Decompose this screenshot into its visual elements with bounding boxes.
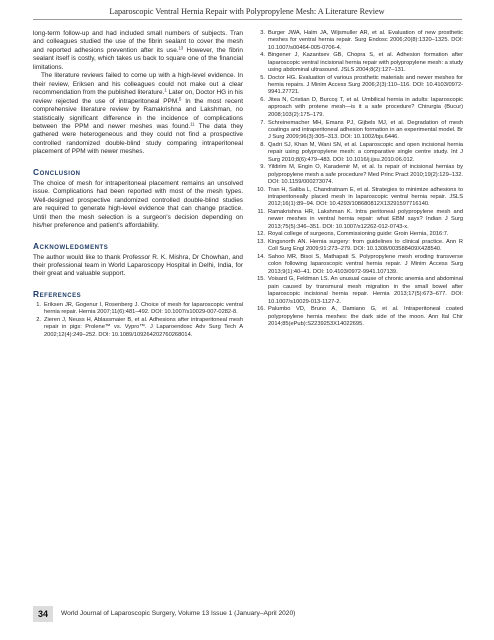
right-column (257, 30, 463, 329)
reference-number: 2. (36, 316, 41, 323)
body-paragraph: long-term follow-up and had included small numbers of subjects. Tran and colleagues studied the use of the fibrin sealant to cover the mesh and reported adhesions prevention after its use.$^{13}$ However, the fibrin sealant itself is costly, which takes us back to square one of the financial limitations. (33, 30, 243, 71)
reference-text: Kingsnorth AN. Hernia surgery: from guidelines to clinical practice. Ann R Coll Surg Engl 2009;91:273–279. DOI: 10.1308/003588409X428540. (268, 239, 463, 253)
reference-item (257, 187, 463, 209)
reference-item (33, 317, 243, 339)
reference-list-left (33, 302, 243, 339)
reference-text: Sahoo MR, Bisoi S, Mathapati S. Polypropylene mesh eroding transverse colon following laparoscopic ventral hernia repair. J Minim Access Surg 2013;9(1):40–41. DOI: 10.4103/0972-9941.107139. (268, 254, 463, 275)
reference-item (257, 164, 463, 186)
reference-number: 12. (257, 231, 265, 238)
reference-number: 14. (257, 254, 265, 261)
citation-superscript: 5 (178, 96, 182, 102)
reference-text: Bingener J, Kazantsev GB, Chopra S, et al. Adhesion formation after laparoscopic ventral incisional hernia repair with polypropylene mesh: a study using abdominal ultrasound. JSLS 2004;8(2):127–131. (268, 52, 463, 74)
reference-number: 16. (257, 306, 265, 313)
journal-footer: World Journal of Laparoscopic Surgery, Volume 13 Issue 1 (January–April 2020) (61, 610, 296, 617)
reference-text: Schreinemacher MH, Emans PJ, Gijbels MJ, et al. Degradation of mesh coatings and intraperitoneal adhesion formation in an experimental model. Br J Surg 2009;96(3):305–313. DOI: 10.1002/bjs.6446. (268, 119, 463, 141)
reference-number: 13. (257, 239, 265, 246)
reference-item (257, 276, 463, 305)
page-number-badge: 34 (33, 606, 53, 622)
reference-number: 4. (260, 52, 265, 59)
reference-item (257, 52, 463, 74)
reference-number: 11. (257, 209, 265, 215)
reference-list-right (257, 30, 463, 328)
reference-text: Voisard G, Feldman LS. An unusual cause of chronic anemia and abdominal pain caused by transmural mesh migration in the small bowel after laparoscopic incisional hernia repair. Hernia 2013;17(5):673–677. DOI: 10.1007/s10029-013-1127-2. (268, 276, 463, 305)
reference-number: 10. (257, 186, 265, 193)
reference-number: 3. (260, 30, 265, 36)
citation-superscript: 1 (164, 87, 167, 93)
citation-superscript: 13 (178, 45, 184, 51)
reference-item (257, 254, 463, 276)
reference-item (257, 120, 463, 142)
acknowledgments-heading: Acknowledgments (33, 240, 109, 251)
reference-text: Burger JWA, Halm JA, Wijsmuller AR, et al. Evaluation of new prosthetic meshes for ventral hernia repair. Surg Endosc 2006;20(8):1320–1325. DOI: 10.1007/s00464-005-0706-4. (268, 30, 463, 51)
reference-number: 7. (260, 119, 265, 126)
reference-text: Zieren J, Neuss H, Ablassmaier B, et al. Adhesions after intraperitoneal mesh repair in pigs: Prolene™ vs. Vypro™. J Laparoendosc Adv Surg Tech A 2002;12(4):249–252. DOI: 10.1089/109264202760268014. (44, 316, 243, 338)
reference-item (257, 231, 463, 238)
acknowledgments-text: The author would like to thank Professor R. K. Mishra, Dr Chowhan, and their professional team in World Laparoscopy Hospital in Delhi, India, for their great and valuable support. (33, 253, 243, 278)
reference-item (257, 209, 463, 231)
reference-text: Qadri SJ, Khan M, Wani SN, et al. Laparoscopic and open incisional hernia repair using polypropylene mesh: a comparative single centre study. Int J Surg 2010;8(6):479–483. DOI: 10.1016/j.ijsu.2010.06.012. (268, 141, 463, 163)
reference-text: Palumbo VD, Bruno A, Damiano G, et al. Intraperitoneal coated polypropylene hernia meshes: the dark side of the moon. Ann Ital Chir 2014;85(ePub):S2239253X14022695. (268, 306, 463, 327)
reference-text: Royal college of surgeons, Commissioning guide: Groin Hernia, 2016:7. (268, 231, 449, 238)
running-head: Laparoscopic Ventral Hernia Repair with Polypropylene Mesh: A Literature Review (109, 7, 385, 16)
reference-text: Jitea N, Cristian D, Burcoş T, et al. Umbilical hernia in adults: laparoscopic approach with protene mesh—is it a safe procedure? Chirurgia (Bucur) 2008;103(2):175–179. (268, 97, 463, 118)
reference-text: Eriksen JR, Gogenur I, Rosenberg J. Choice of mesh for laparoscopic ventral hernia repair. Hernia 2007;11(6):481–492. DOI: 10.1007/s10029-007-0282-8. (44, 301, 243, 316)
conclusion-heading: Conclusion (33, 166, 81, 177)
reference-item (257, 306, 463, 328)
reference-number: 9. (260, 164, 265, 171)
reference-text: Ramakrishna HR, Lakshman K. Intra peritoneal polypropylene mesh and newer meshes in ventral hernia repair: what EBM says? Indian J Surg 2013;75(5):346–351. DOI: 10.1007/s12262-012-0743-x. (268, 209, 463, 230)
reference-number: 1. (36, 301, 41, 308)
reference-item (257, 142, 463, 164)
reference-number: 6. (260, 97, 265, 104)
citation-superscript: 11 (190, 121, 195, 127)
reference-number: 8. (260, 141, 265, 148)
reference-number: 5. (260, 74, 265, 81)
reference-item (257, 75, 463, 97)
left-column (33, 30, 243, 339)
reference-item (257, 97, 463, 119)
header-rule (33, 19, 462, 20)
reference-text: Doctor HG. Evaluation of various prosthetic materials and newer meshes for hernia repairs. J Minim Access Surg 2006;2(3):110–116. DOI: 10.4103/0972-9941.27721. (268, 74, 463, 96)
conclusion-text: The choice of mesh for intraperitoneal placement remains an unsolved issue. Complications had been reported with most of the mesh types. Well-designed prospective randomized controlled double-blind studies are required to generate high-level evidence that can change practice. Until then the mesh selection is a surgeon's decision depending on his/her preference and patient's affordability. (33, 179, 243, 230)
reference-text: Yildirim M, Engin O, Karademir M, et al. Is repair of incisional hernias by polypropylene mesh a safe procedure? Med Princ Pract 2010;19(2):129–132. DOI: 10.1159/000273074. (268, 164, 463, 185)
reference-item (257, 239, 463, 254)
reference-text: Tran H, Saliba L, Chandratnam E, et al. Strategies to minimize adhesions to intraperitoneally placed mesh in laparoscopic ventral hernia repair. JSLS 2012;16(1):89–94. DOI: 10.4293/108680812X13291597716140. (268, 186, 463, 208)
reference-item (257, 30, 463, 52)
reference-item (33, 302, 243, 317)
reference-number: 15. (257, 276, 265, 283)
body-paragraph: The literature reviews failed to come up with a high-level evidence. In their review, Eriksen and his colleagues could not make out a clear recommendation from the published literature.$^1$ Later on, Doctor HG in his review rejected the use of intraperitoneal PPM.$^5$ In the most recent comprehensive literature review by Ramakrishna and Lakshman, no statistically significant difference in the incidence of complications between the PPM and newer meshes was found.$^{11}$ The data they gathered were heterogeneous and they could not find a prospective controlled randomized double-blind study comparing intraperitoneal placement of PPM with newer meshes. (33, 72, 244, 156)
references-heading: References (33, 288, 82, 299)
